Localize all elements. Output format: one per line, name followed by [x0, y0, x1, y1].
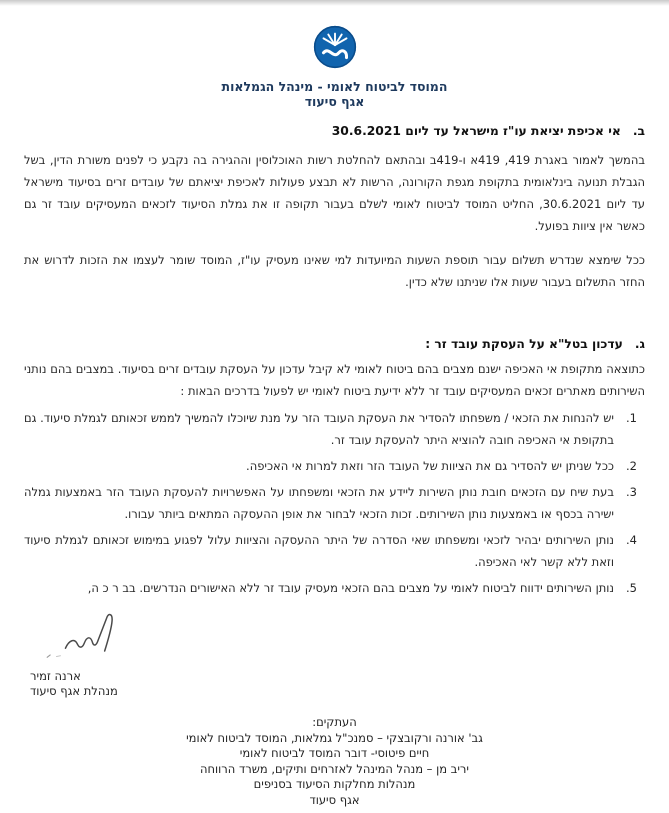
section-b-title: אי אכיפת יציאת עו"ז מישראל עד ליום 30.6.2021	[331, 124, 621, 138]
section-b-heading	[24, 124, 645, 138]
list-item-number: 4.	[626, 533, 637, 547]
copies-line: מנהלות מחלקות הסיעוד בסניפים	[253, 777, 416, 791]
section-c-intro: כתוצאה מתקופת אי האכיפה ישנם מצבים בהם ביטוח לאומי לא קיבל עדכון על העסקת עובדים זרים בסיעוד. במצבים בהם נותני השירותים מאתרים זכאים המעסיקים עובד זר ללא ידיעת ביטוח לאומי יש לפעול בדרכים הבאות :	[24, 362, 645, 398]
bituach-leumi-logo-icon	[312, 55, 358, 74]
list-item-text: נותן השירותים ידווח לביטוח לאומי על מצבים בהם הזכאי מעסיק עובד זר ללא האישורים הנדרשים. בב ר כ ה,	[87, 581, 614, 595]
list-item	[24, 577, 637, 599]
signature-block	[24, 609, 645, 699]
list-item-text: יש להנחות את הזכאי / משפחתו להסדיר את העסקת העובד הזר על מנת שיוכלו להמשיך לממש זכאותם לגמלת סיעוד. גם בתקופת אי האכיפה חובה להוציא היתר להעסקת עובד זר.	[24, 411, 614, 447]
copies-line: חיים פיטוסי- דובר המוסד לביטוח לאומי	[239, 746, 430, 760]
copies-line: גב' אורנה ורקובצקי – סמנכ"ל גמלאות, המוסד לביטוח לאומי	[186, 730, 483, 745]
list-item-number: 1.	[626, 411, 637, 425]
list-item-number: 5.	[626, 581, 637, 595]
copies-list	[186, 715, 483, 808]
signer-name: ארנה זמיר	[30, 669, 81, 683]
section-b-paragraph-2: ככל שימצא שנדרש תשלום עבור תוספת השעות המיועדות למי שאינו מעסיק עו"ז, המוסד שומר לעצמו את הזכות לדרוש את החזר התשלום בעבור שעות אלו שניתנו שלא כדין.	[24, 253, 645, 289]
copies-section	[24, 715, 645, 808]
list-item	[24, 455, 637, 477]
section-b-paragraph-1: בהמשך לאמור באגרת 419, 419א ו-419ב ובהתאם להחלטת רשות האוכלוסין וההגירה בה נקבע כי לפנים משורת הדין, בשל הגבלת תנועה בינלאומית בתקופת מגפת הקורונה, הרשות לא תבצע פעולות לאכיפת יציאתם של עובדים זרים בסיעוד מישראל עד ליום 30.6.2021, החליט המוסד לביטוח לאומי לשלם בעבור תקופה זו את גמלת הסיעוד לזכאים המעסיקים עובד זר גם כאשר אין ציוות בפועל.	[24, 153, 646, 233]
copies-title: העתקים:	[312, 715, 357, 729]
org-department: אגף סיעוד	[304, 94, 365, 109]
list-item	[24, 529, 637, 573]
list-item-number: 3.	[626, 485, 637, 499]
section-c-list	[24, 407, 645, 599]
org-name: המוסד לביטוח לאומי - מינהל הגמלאות	[221, 79, 448, 94]
window-top-shadow	[0, 0, 669, 6]
section-b-letter: ב.	[632, 124, 645, 138]
copies-line: אגף סיעוד	[309, 792, 360, 807]
list-item-text: נותן השירותים יבהיר לזכאי ומשפחתו שאי הסדרה של היתר ההעסקה והציוות עלול לפגוע במימוש זכאותם לגמלת סיעוד וזאת ללא קשר לאי האכיפה.	[24, 533, 614, 569]
section-c-title: עדכון בטל"א על העסקת עובד זר :	[425, 337, 623, 351]
section-c-heading	[24, 337, 645, 351]
signer-role: מנהלת אגף סיעוד	[30, 684, 118, 698]
list-item	[24, 407, 637, 451]
org-logo-wrap	[24, 0, 645, 74]
section-c-letter: ג.	[634, 337, 645, 351]
copies-line: יריב מן – מנהל המינהל לאזרחים ותיקים, משרד הרווחה	[200, 761, 469, 776]
list-item-number: 2.	[626, 459, 637, 473]
handwritten-signature-icon	[26, 650, 146, 669]
list-item-text: בעת שיח עם הזכאים חובת נותן השירות ליידע את הזכאי ומשפחתו על האפשרויות להעסקת העובד הזר באמצעות גמלה ישירה בכסף או באמצעות נותן השירותים. זכות הזכאי לבחור את אופן ההעסקה המתאים ביותר עבורו.	[24, 485, 614, 521]
list-item-text: ככל שניתן יש להסדיר גם את הציוות של העובד הזר וזאת למרות אי האכיפה.	[246, 459, 614, 473]
list-item	[24, 481, 637, 525]
